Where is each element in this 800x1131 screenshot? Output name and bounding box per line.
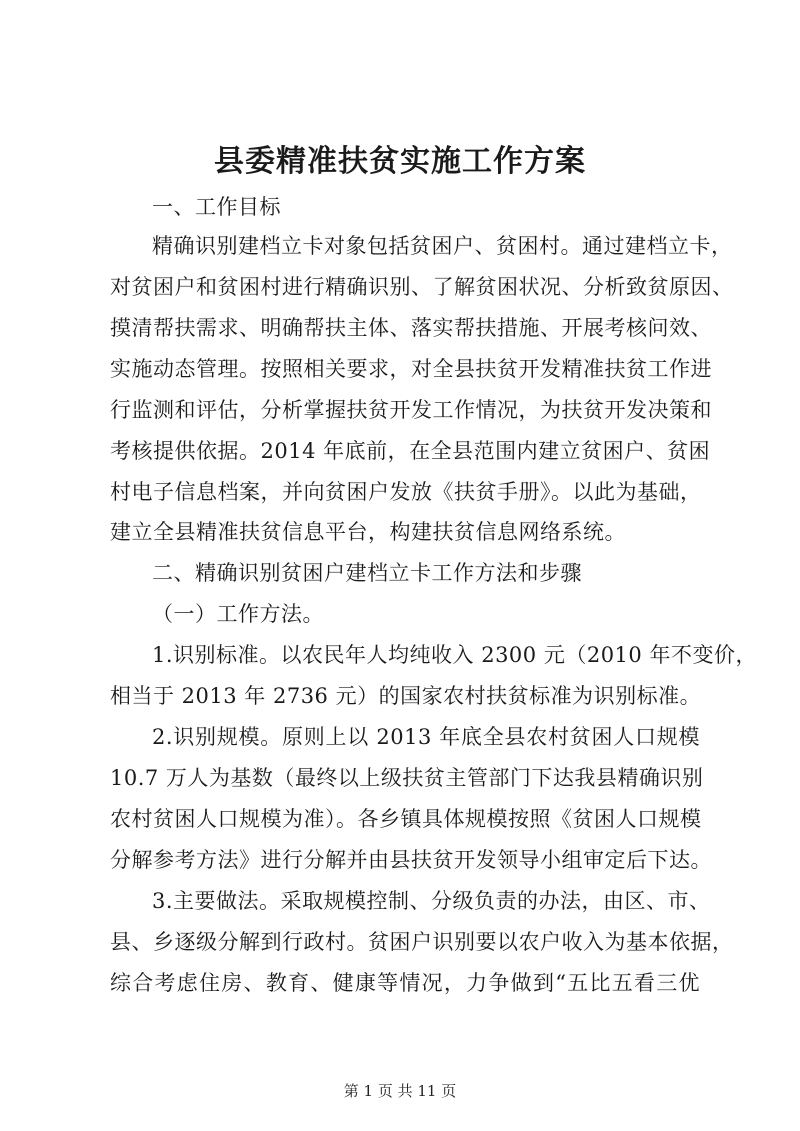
paragraph-line: 摸清帮扶需求、明确帮扶主体、落实帮扶措施、开展考核问效、 (110, 316, 712, 340)
paragraph-line: 相当于 2013 年 2736 元）的国家农村扶贫标准为识别标准。 (110, 684, 702, 708)
paragraph-line: 精确识别建档立卡对象包括贫困户、贫困村。通过建档立卡， (152, 234, 733, 258)
paragraph-line: 10.7 万人为基数（最终以上级扶贫主管部门下达我县精确识别 (110, 766, 704, 790)
section-heading-1: 一、工作目标 (152, 195, 281, 219)
paragraph-line: 行监测和评估，分析掌握扶贫开发工作情况，为扶贫开发决策和 (110, 398, 712, 422)
paragraph-line: 实施动态管理。按照相关要求，对全县扶贫开发精准扶贫工作进 (110, 357, 712, 381)
paragraph-line: 2.识别规模。原则上以 2013 年底全县农村贫困人口规模 (152, 725, 700, 749)
paragraph-line: 1.识别标准。以农民年人均纯收入 2300 元（2010 年不变价， (152, 643, 757, 667)
paragraph-line: 3.主要做法。采取规模控制、分级负责的办法，由区、市、 (152, 889, 711, 913)
page-footer: 第 1 页 共 11 页 (343, 1082, 457, 1100)
paragraph-line: 村电子信息档案，并向贫困户发放《扶贫手册》。以此为基础， (110, 480, 702, 504)
paragraph-line: 农村贫困人口规模为准）。各乡镇具体规模按照《贫困人口规模 (110, 807, 702, 831)
paragraph-line: 分解参考方法》进行分解并由县扶贫开发领导小组审定后下达。 (110, 848, 712, 872)
paragraph-line: 对贫困户和贫困村进行精确识别、了解贫困状况、分析致贫原因、 (110, 275, 734, 299)
document-title: 县委精准扶贫实施工作方案 (214, 144, 586, 179)
paragraph-line: 建立全县精准扶贫信息平台，构建扶贫信息网络系统。 (110, 520, 626, 544)
paragraph-line: 综合考虑住房、教育、健康等情况，力争做到“五比五看三优 (110, 971, 700, 995)
subsection-heading: （一）工作方法。 (152, 602, 324, 626)
paragraph-line: 考核提供依据。2014 年底前，在全县范围内建立贫困户、贫困 (110, 439, 711, 463)
section-heading-2: 二、精确识别贫困户建档立卡工作方法和步骤 (152, 561, 582, 585)
paragraph-line: 县、乡逐级分解到行政村。贫困户识别要以农户收入为基本依据， (110, 930, 734, 954)
